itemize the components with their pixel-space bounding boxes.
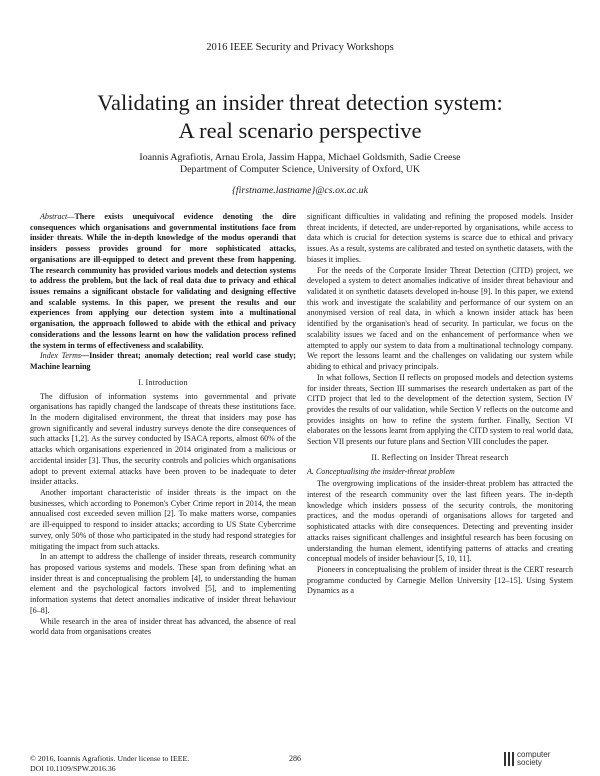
section-heading-introduction: I. Introduction — [138, 377, 188, 387]
abstract-text: There exists unequivocal evidence denoting the dire consequences which organisations and governmental institutions face from insider threats. While the in-depth knowledge of the modus operandi that insiders possess provides ground for more sophisticated attacks, organisations are ill-equipped to detect and prevent these from happening. The research community has provided various models and detection systems to address the problem, but the lack of real data due to privacy and ethical issues remains a significant obstacle for validating and designing effective and scalable systems. In this paper, we present the results and our experiences from applying our detection system into a multinational organisation, the approach followed to abide with the ethical and privacy considerations and the lessons learnt on how the validation process refined the system in terms of effectiveness and scalability. — [30, 212, 296, 350]
logo-text — [517, 751, 550, 767]
venue-header: 2016 IEEE Security and Privacy Workshops — [206, 42, 394, 53]
paragraph: For the needs of the Corporate Insider Threat Detection (CITD) project, we developed a system to detect anomalies indicative of insider threat behaviour and validated it on synthetic datasets developed in-house [9]. In this paper, we extend this work and investigate the scalability and performance of our system on an anonymised version of real data, in which a known insider attack has been identified by the organisation's head of security. In particular, we focus on the scalability issues we faced and on the enhancement of performance when we attempted to apply our system to data from a multinational technology company. We report the lessons learnt and the challenges on validating our system while abiding to ethical and privacy principals. — [307, 265, 573, 372]
title-line-1: Validating an insider threat detection system: — [97, 90, 503, 115]
paragraph: Another important characteristic of insider threats is the impact on the businesses, which according to Ponemon's Cyber Crime report in 2014, the mean annualised cost exceeded seven million [2]. To make matters worse, companies are ill-equipped to respond to insider attacks; according to US State Cybercrime survey, only 50% of those who participated in the study had respond strategies for mitigating the impact from such attacks. — [30, 487, 296, 551]
paragraph-continued: significant difficulties in validating and refining the proposed models. Insider threat incidents, if detected, are under-reported by organisations, while access to data which is crucial for detection systems is scarce due to ethical and privacy issues. As a result, systems are calibrated and tested on synthetic datasets, with the biases it implies. — [307, 212, 573, 264]
author-list: Ioannis Agrafiotis, Arnau Erola, Jassim Happa, Michael Goldsmith, Sadie Creese — [139, 152, 461, 163]
copyright-line: © 2016, Ioannis Agrafiotis. Under license to IEEE. — [30, 754, 190, 763]
paragraph: In an attempt to address the challenge of insider threats, research community has proposed various systems and models. These span from defining what an insider threat is and conceptualising the problem [4], to understanding the human element and the psychological factors involved [5], and to implementing information systems that detect anomalies indicative of insider threat behaviour [6–8]. — [30, 552, 296, 615]
doi-line: DOI 10.1109/SPW.2016.36 — [30, 764, 116, 773]
index-terms — [30, 351, 296, 372]
logo-line-2: society — [517, 758, 542, 767]
page-number: 286 — [289, 754, 301, 763]
ieee-computer-society-logo-icon — [503, 750, 517, 770]
contact-email: {firstname.lastname}@cs.ox.ac.uk — [231, 185, 368, 196]
index-terms-lead: Index Terms — [40, 351, 82, 361]
left-column — [30, 212, 296, 760]
paragraph: The diffusion of information systems into governmental and private organisations has rapidly changed the landscape of threats these institutions face. In the modern digitalised environment, the threat that insiders may pose has grown significantly and several industry surveys denote the dire consequences of such attacks [1,2]. As the survey conducted by ISACA reports, almost 60% of the attacks which organisations experienced in 2014 originated from a malicious or accidental insider [3]. Thus, the security controls and policies which organisations adopt to prevent external attacks have been proven to be inadequate to deter insider attacks. — [30, 391, 296, 487]
affiliation: Department of Computer Science, University of Oxford, UK — [180, 164, 420, 175]
index-terms-text: —Insider threat; anomaly detection; real world case study; Machine learning — [30, 351, 296, 372]
logo-line-1: computer — [517, 750, 551, 759]
right-column — [307, 212, 573, 760]
footer-copyright — [30, 754, 189, 774]
paragraph: In what follows, Section II reflects on proposed models and detection systems for insider threats, Section III summarises the research undertaken as part of the CITD project that led to the development of the detection system, Section IV provides the results of our validation, while Section V reflects on the outcome and provides insights on how to refine the system further. Finally, Section VI elaborates on the lessons learnt from applying the CITD system to real world data, Section VII presents our future plans and Section VIII concludes the paper. — [307, 372, 573, 447]
subsection-heading: A. Conceptualising the insider-threat problem — [307, 466, 455, 476]
paper-title — [0, 89, 600, 145]
abstract-lead: Abstract— — [40, 212, 75, 221]
paragraph: Pioneers in conceptualising the problem of insider threat is the CERT research programme conducted by Carnegie Mellon University [12–15]. Using System Dynamics as a — [307, 565, 573, 596]
abstract — [30, 212, 296, 351]
section-heading-related-work: II. Reflecting on Insider Threat research — [371, 452, 509, 462]
paragraph: While research in the area of insider threat has advanced, the absence of real world data from organisations creates — [30, 616, 296, 637]
paragraph: The overgrowing implications of the insider-threat problem has attracted the interest of the research community over the last fifteen years. The in-depth knowledge which insiders possess of the security controls, the monitoring practices, and the modus operandi of organisations allows for targeted and sophisticated attacks with dire consequences. Detecting and preventing insider attacks raises significant challenges and insightful research has been focusing on understanding the human element, identifying patterns of attacks and creating conceptual models of insider behaviour [5, 10, 11]. — [307, 479, 573, 564]
computer-society-logo — [503, 748, 569, 772]
title-line-2: A real scenario perspective — [178, 118, 422, 143]
